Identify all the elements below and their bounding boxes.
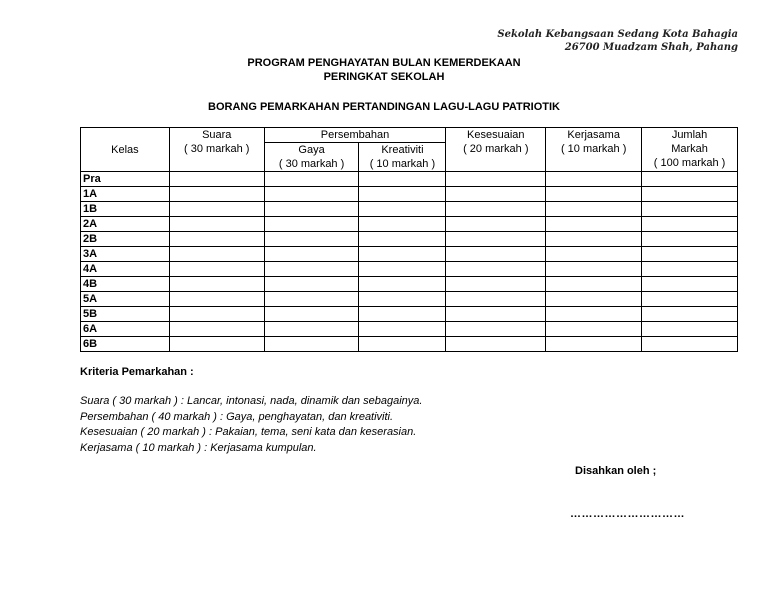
table-row <box>81 292 738 307</box>
score-cell[interactable] <box>446 307 546 322</box>
score-cell[interactable] <box>546 277 642 292</box>
score-cell[interactable] <box>264 337 359 352</box>
class-label: 1B <box>81 202 170 217</box>
score-cell[interactable] <box>546 187 642 202</box>
score-cell[interactable] <box>359 262 446 277</box>
criteria-persembahan: Persembahan ( 40 markah ) : Gaya, penghayatan, dan kreativiti. <box>80 410 394 423</box>
score-cell[interactable] <box>169 172 264 187</box>
signature-line: ………………………… <box>570 508 685 520</box>
criteria-kesesuaian: Kesesuaian ( 20 markah ) : Pakaian, tema, seni kata dan keserasian. <box>80 426 417 438</box>
score-cell[interactable] <box>264 202 359 217</box>
header-kesesuaian-marks: ( 20 markah ) <box>463 143 529 155</box>
score-cell[interactable] <box>446 322 546 337</box>
score-cell[interactable] <box>359 187 446 202</box>
score-cell[interactable] <box>359 292 446 307</box>
score-cell[interactable] <box>446 247 546 262</box>
class-label: 2B <box>81 232 170 247</box>
score-cell[interactable] <box>359 277 446 292</box>
table-row <box>81 232 738 247</box>
class-label: 4B <box>81 277 170 292</box>
score-cell[interactable] <box>642 307 738 322</box>
score-cell[interactable] <box>546 172 642 187</box>
table-row <box>81 202 738 217</box>
header-kreativiti-label: Kreativiti <box>381 144 424 156</box>
score-cell[interactable] <box>169 292 264 307</box>
score-cell[interactable] <box>642 202 738 217</box>
score-cell[interactable] <box>642 187 738 202</box>
header-kesesuaian-label: Kesesuaian <box>467 129 525 141</box>
school-name: Sekolah Kebangsaan Sedang Kota Bahagia <box>497 29 738 40</box>
approval-label: Disahkan oleh ; <box>575 465 657 477</box>
score-cell[interactable] <box>169 277 264 292</box>
score-cell[interactable] <box>359 307 446 322</box>
scoring-table <box>80 127 738 352</box>
score-cell[interactable] <box>359 172 446 187</box>
score-cell[interactable] <box>546 217 642 232</box>
score-cell[interactable] <box>642 262 738 277</box>
score-cell[interactable] <box>642 217 738 232</box>
class-label: 1A <box>81 187 170 202</box>
score-cell[interactable] <box>642 172 738 187</box>
form-title: BORANG PEMARKAHAN PERTANDINGAN LAGU-LAGU PATRIOTIK <box>208 101 560 113</box>
score-cell[interactable] <box>446 337 546 352</box>
score-cell[interactable] <box>169 187 264 202</box>
header-kerjasama <box>546 128 642 172</box>
score-cell[interactable] <box>446 217 546 232</box>
score-cell[interactable] <box>546 202 642 217</box>
header-kesesuaian <box>446 128 546 172</box>
level-title: PERINGKAT SEKOLAH <box>323 71 445 83</box>
score-cell[interactable] <box>264 172 359 187</box>
class-rows <box>81 172 738 352</box>
header-gaya <box>264 143 359 172</box>
table-row <box>81 307 738 322</box>
header-suara-marks: ( 30 markah ) <box>184 143 250 155</box>
school-address <box>497 28 738 54</box>
score-cell[interactable] <box>546 307 642 322</box>
header-kreativiti-marks: ( 10 markah ) <box>369 158 436 170</box>
table-row <box>81 247 738 262</box>
score-cell[interactable] <box>169 232 264 247</box>
criteria-kerjasama: Kerjasama ( 10 markah ) : Kerjasama kumpulan. <box>80 441 317 454</box>
header-kreativiti <box>359 143 446 172</box>
score-cell[interactable] <box>446 187 546 202</box>
table-row <box>81 337 738 352</box>
program-title: PROGRAM PENGHAYATAN BULAN KEMERDEKAAN <box>247 57 521 69</box>
table-row <box>81 172 738 187</box>
header-gaya-marks: ( 30 markah ) <box>278 158 345 170</box>
class-label: 5A <box>81 292 170 307</box>
score-cell[interactable] <box>642 337 738 352</box>
score-cell[interactable] <box>642 292 738 307</box>
score-cell[interactable] <box>169 307 264 322</box>
criteria-heading: Kriteria Pemarkahan : <box>80 366 194 378</box>
header-markah-label: Markah <box>671 143 708 155</box>
class-label: Pra <box>81 172 170 187</box>
score-cell[interactable] <box>264 277 359 292</box>
header-suara <box>169 128 264 172</box>
table-row <box>81 277 738 292</box>
score-cell[interactable] <box>446 262 546 277</box>
class-label: 5B <box>81 307 170 322</box>
table-row <box>81 217 738 232</box>
score-cell[interactable] <box>642 247 738 262</box>
criteria-list <box>80 394 422 456</box>
score-cell[interactable] <box>546 337 642 352</box>
score-cell[interactable] <box>264 217 359 232</box>
score-cell[interactable] <box>169 322 264 337</box>
score-cell[interactable] <box>359 202 446 217</box>
score-cell[interactable] <box>359 217 446 232</box>
score-cell[interactable] <box>546 232 642 247</box>
criteria-suara: Suara ( 30 markah ) : Lancar, intonasi, nada, dinamik dan sebagainya. <box>80 395 423 407</box>
score-cell[interactable] <box>169 262 264 277</box>
table-row <box>81 187 738 202</box>
score-cell[interactable] <box>169 337 264 352</box>
score-cell[interactable] <box>446 202 546 217</box>
header-jumlah-label: Jumlah <box>671 129 708 141</box>
score-cell[interactable] <box>264 292 359 307</box>
score-cell[interactable] <box>169 247 264 262</box>
score-cell[interactable] <box>446 172 546 187</box>
score-cell[interactable] <box>546 262 642 277</box>
score-cell[interactable] <box>446 277 546 292</box>
class-label: 6B <box>81 337 170 352</box>
table-row <box>81 262 738 277</box>
class-label: 6A <box>81 322 170 337</box>
score-cell[interactable] <box>359 232 446 247</box>
score-cell[interactable] <box>446 292 546 307</box>
header-kerjasama-label: Kerjasama <box>567 129 620 141</box>
class-label: 4A <box>81 262 170 277</box>
score-cell[interactable] <box>546 247 642 262</box>
score-cell[interactable] <box>264 262 359 277</box>
table-row <box>81 322 738 337</box>
score-cell[interactable] <box>264 307 359 322</box>
score-cell[interactable] <box>264 187 359 202</box>
score-cell[interactable] <box>264 232 359 247</box>
score-cell[interactable] <box>264 247 359 262</box>
score-cell[interactable] <box>642 232 738 247</box>
class-label: 2A <box>81 217 170 232</box>
score-cell[interactable] <box>546 322 642 337</box>
score-cell[interactable] <box>359 322 446 337</box>
header-kelas: Kelas <box>81 128 170 172</box>
header-jumlah <box>642 128 738 172</box>
header-kerjasama-marks: ( 10 markah ) <box>560 143 627 155</box>
score-cell[interactable] <box>446 232 546 247</box>
header-suara-label: Suara <box>202 129 232 141</box>
header-jumlah-marks: ( 100 markah ) <box>653 157 726 169</box>
school-postcode-line: 26700 Muadzam Shah, Pahang <box>564 42 738 53</box>
score-cell[interactable] <box>169 217 264 232</box>
class-label: 3A <box>81 247 170 262</box>
score-cell[interactable] <box>546 292 642 307</box>
score-cell[interactable] <box>642 322 738 337</box>
score-cell[interactable] <box>359 247 446 262</box>
header-persembahan: Persembahan <box>264 128 446 143</box>
score-cell[interactable] <box>642 277 738 292</box>
score-cell[interactable] <box>169 202 264 217</box>
score-cell[interactable] <box>264 322 359 337</box>
header-gaya-label: Gaya <box>298 144 325 156</box>
score-cell[interactable] <box>359 337 446 352</box>
